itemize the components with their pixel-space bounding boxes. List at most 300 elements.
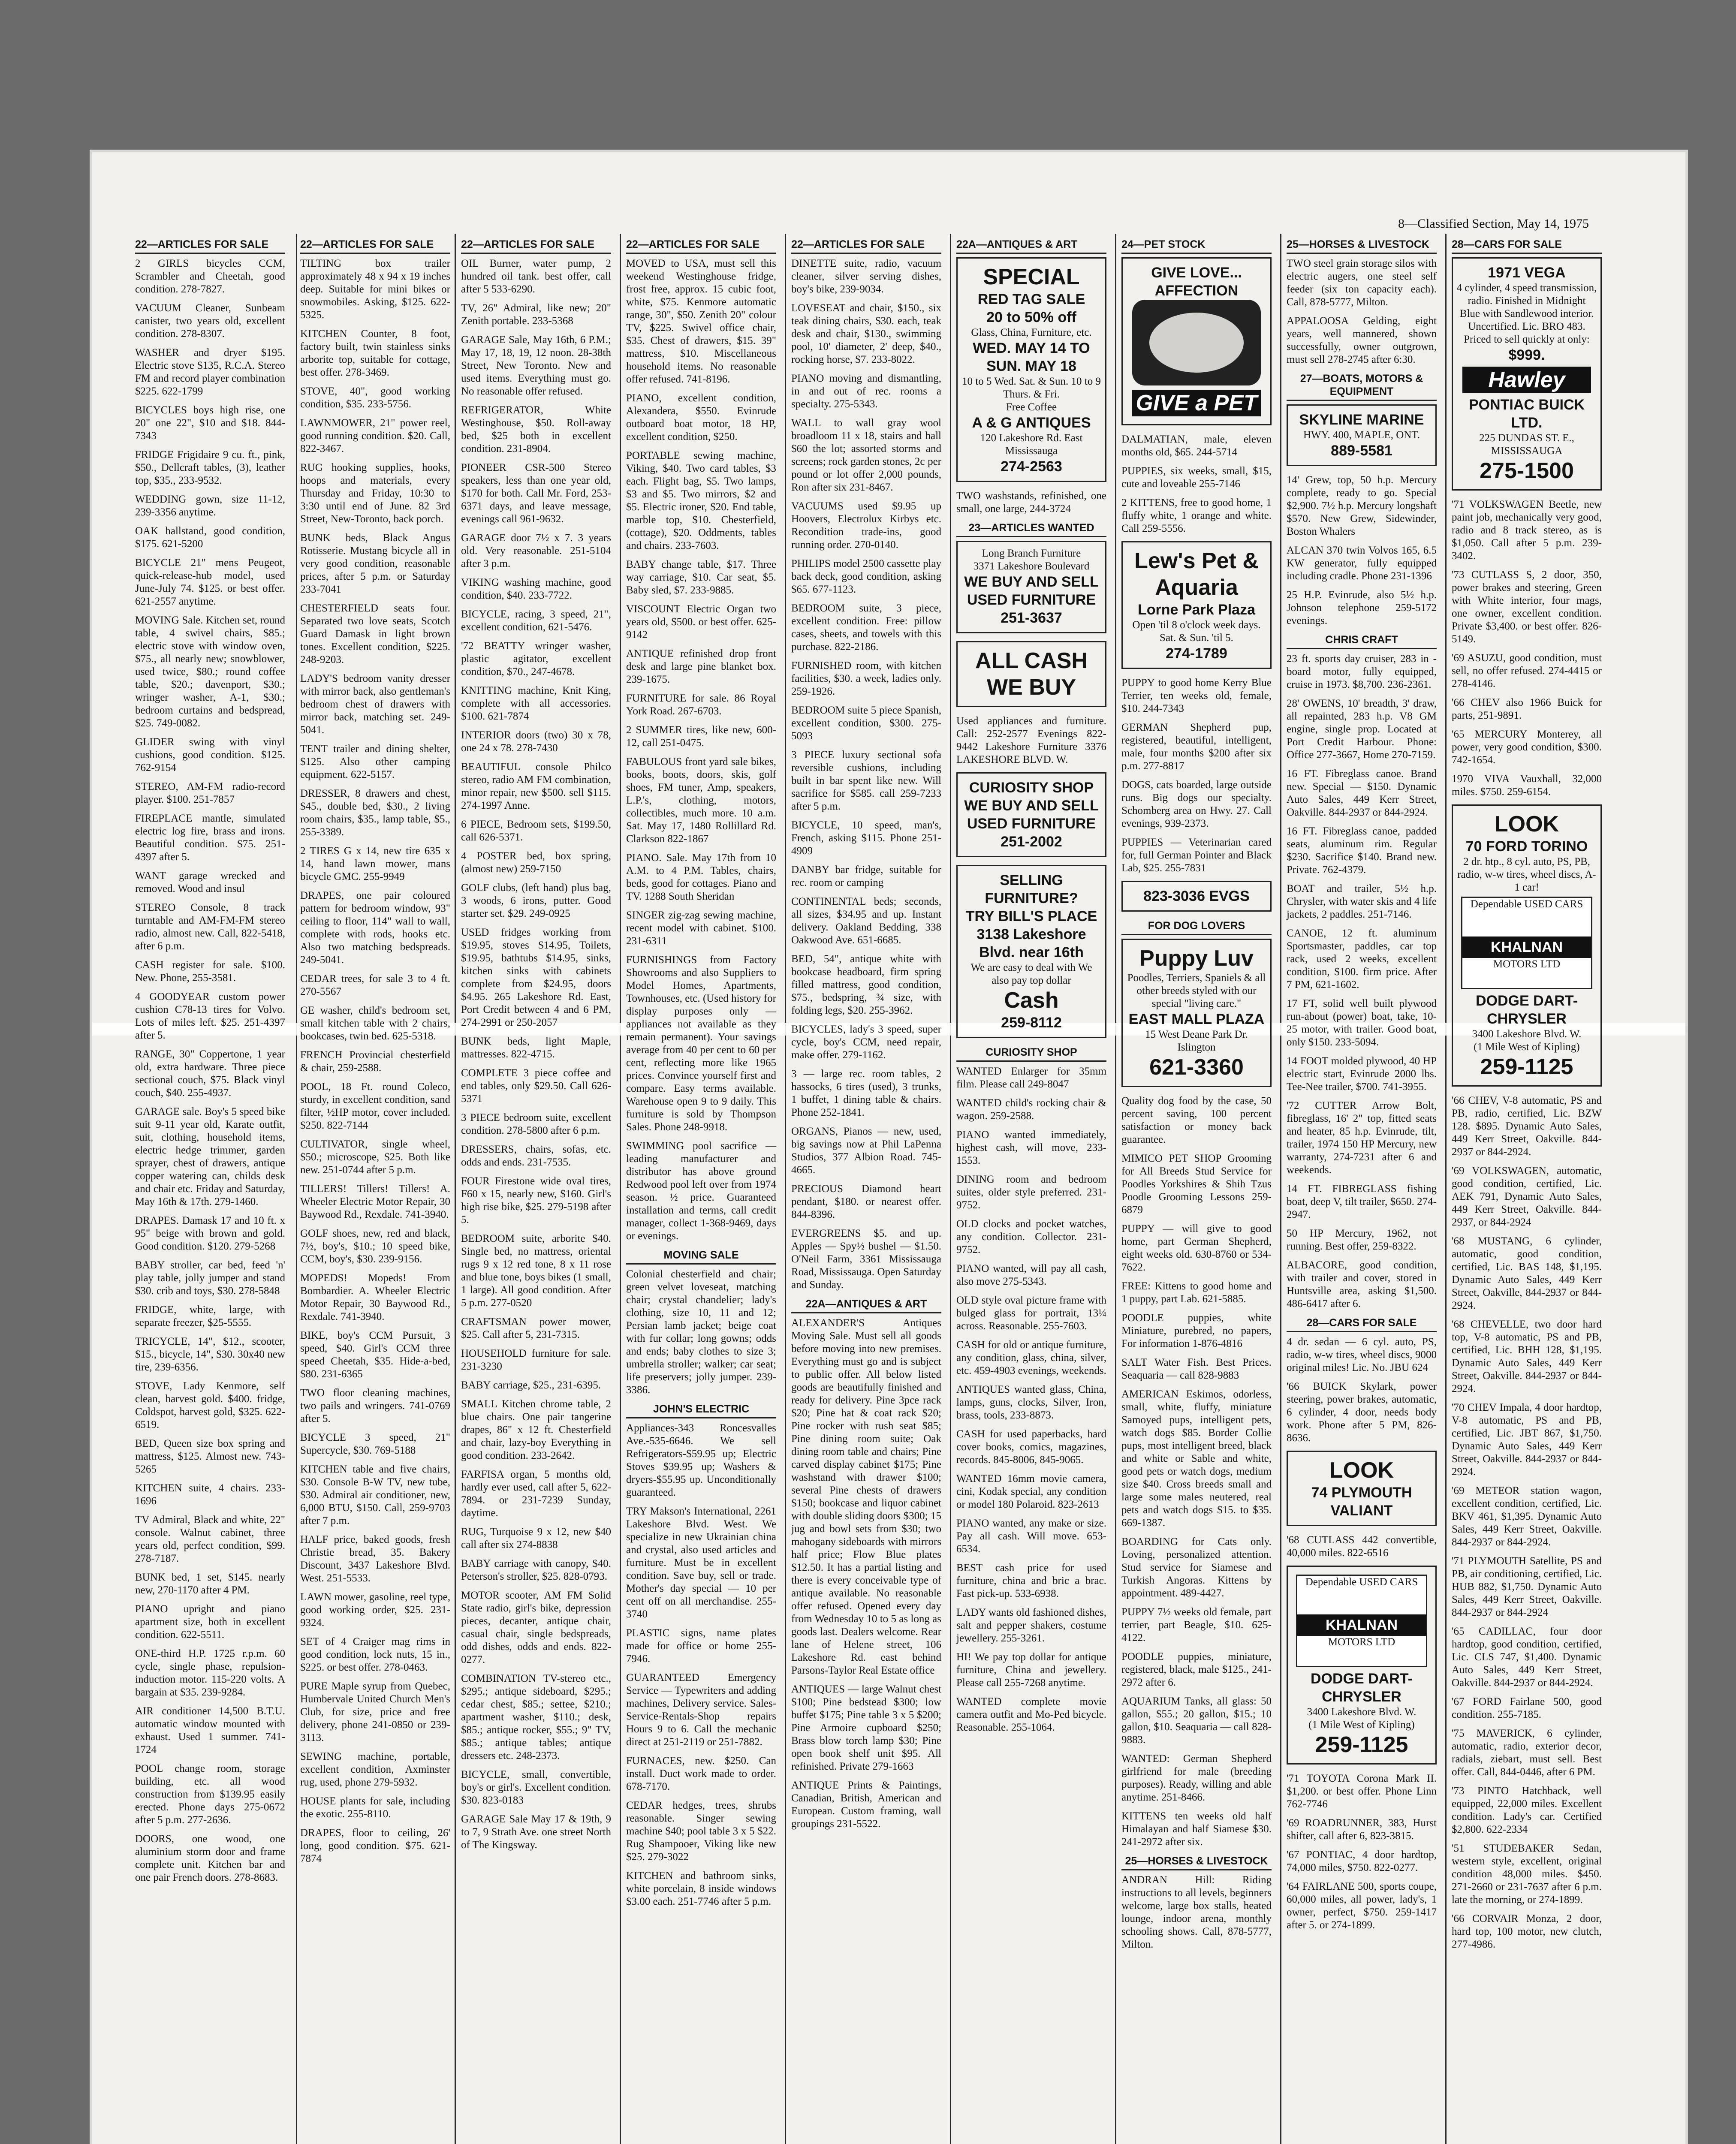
classified-ad: STOVE, 40", good working condition, $35. 233-5756. [300,385,450,410]
classified-ad: SALT Water Fish. Best Prices. Seaquaria — call 828-9883 [1121,1357,1272,1381]
classified-ad: SINGER zig-zag sewing machine, recent model with cabinet. $100. 231-6311 [626,909,776,947]
ad-line: RED TAG SALE [977,291,1085,307]
classified-ad: 14' Grew, top, 50 h.p. Mercury complete, ready to go. Special $2,900. 7½ h.p. Mercury longshaft $570. New Grew, Sidewinder, Boston Whalers [1287,474,1437,537]
classified-ad: CRAFTSMAN power mower, $25. Call after 5, 231-7315. [461,1316,611,1340]
classified-ad: BUNK beds, light Maple, mattresses. 822-4715. [461,1036,611,1060]
ad-location: EAST MALL PLAZA [1128,1011,1265,1027]
ad-phone: 251-3637 [1001,610,1062,626]
classified-ad: FRIDGE Frigidaire 9 cu. ft., pink, $50., Dellcraft tables, (3), leather top, $35., 233-9532. [135,449,285,486]
classified-ad: KITCHEN table and five chairs, $30. Console B-W TV, new tube, $30. Admiral air conditioner, new, 6,000 BTU, $150. Call, 259-9703 after 7 p.m. [300,1463,450,1527]
classified-ad: WALL to wall gray wool broadloom 11 x 18, stairs and hall $60 the lot; assorted storms and screens; rock garden stones, 2c per pound or lot offer 2,000 pounds, Ron after six 231-8467. [791,417,941,493]
ad-dealer: DODGE DART-CHRYSLER [1311,1671,1413,1705]
classified-ad: GARAGE Sale, May 16th, 6 P.M.; May 17, 18, 19, 12 noon. 28-38th Street, New Toronto. New and used items. Everything must go. No reasonable offer refused. [461,334,611,397]
classified-ad: DRESSERS, chairs, sofas, etc. odds and ends. 231-7535. [461,1144,611,1168]
ad-dates: WED. MAY 14 TO SUN. MAY 18 [973,340,1090,374]
classified-ad: '67 PONTIAC, 4 door hardtop, 74,000 miles, $750. 822-0277. [1287,1849,1437,1873]
classified-ad: '71 TOYOTA Corona Mark II. $1,200. or best offer. Phone Linn 762-7746 [1287,1773,1437,1810]
look-torino-ad [1452,804,1602,1087]
classified-ad: 16 FT. Fibreglass canoe, padded seats, aluminum rim. Regular $230. Sacrifice $140. Brand new. Private. 762-4379. [1287,825,1437,876]
ad-phone: 259-1125 [1315,1732,1408,1757]
classified-ad: RUG, Turquoise 9 x 12, new $40 call after six 274-8838 [461,1526,611,1551]
classified-ad: DANBY bar fridge, suitable for rec. room or camping [791,864,941,888]
classified-ad: 25 H.P. Evinrude, also 5½ h.p. Johnson telephone 259-5172 evenings. [1287,589,1437,626]
classified-ad: 3 — large rec. room tables, 2 hassocks, 6 tires (used), 3 trunks, 1 buffet, 1 dining table & chairs. Phone 252-1841. [791,1068,941,1118]
classified-ad: LAWNMOWER, 21" power reel, good running condition. $20. Call, 822-3467. [300,417,450,455]
ad-text: We are easy to deal with We also pay top dollar [970,962,1092,986]
classified-ad: WEDDING gown, size 11-12, 239-3356 anytime. [135,494,285,518]
classified-column [300,238,450,1871]
column-rule [785,234,786,2144]
ad-line: WE BUY [987,675,1076,700]
classified-ad: ALBACORE, good condition, with trailer and cover, stored in Huntsville area, asking $1,500. 486-6417 after 6. [1287,1259,1437,1310]
classified-ad: FABULOUS front yard sale bikes, books, boots, doors, skis, golf shoes, FM tuner, Amp, speakers, L.P.'s, clothing, motors, collectibles, much more. 10 a.m. Sat. May 17, 1480 Rollillard Rd. Clarkson 822-1867 [626,756,776,845]
ad-name: PONTIAC BUICK LTD. [1468,397,1585,431]
classified-ad: FRIDGE, white, large, with separate freezer, $25-5555. [135,1304,285,1328]
ad-model: 1971 VEGA [1488,265,1566,281]
ad-text: 2 dr. htp., 8 cyl. auto, PS, PB, radio, w-w tires, wheel discs, A-1 car! [1457,856,1596,893]
khalnan-name: KHALNAN [1462,936,1591,958]
classified-ad: DRAPES, one pair coloured pattern for bedroom window, 93" ceiling to floor, 114" wall to wall, complete with rods, hooks etc. Also two matching bedspreads. 249-5041. [300,890,450,966]
classified-ad: KITTENS ten weeks old half Himalayan and half Siamese $30. 241-2972 after six. [1121,1810,1272,1848]
classified-ad: BEDROOM suite, 3 piece, excellent condition. Free: pillow cases, sheets, and towels with this purchase. 822-2186. [791,602,941,653]
classified-ad: DOGS, cats boarded, large outside runs. Big dogs our specialty. Schomberg area on Hwy. 27. Call evenings, 939-2373. [1121,779,1272,829]
classified-ad: OIL Burner, water pump, 2 hundred oil tank. best offer, call after 5 533-6290. [461,258,611,295]
classified-ad: PIANO wanted immediately, highest cash, will move, 233-1553. [956,1129,1106,1166]
classified-ad: DINETTE suite, radio, vacuum cleaner, silver serving dishes, boy's bike, 239-9034. [791,258,941,295]
ad-text: WE BUY AND SELL USED FURNITURE [964,798,1099,832]
classified-ad: VIKING washing machine, good condition, $40. 233-7722. [461,577,611,601]
ad-hours: 10 to 5 Wed. Sat. & Sun. 10 to 9 Thurs. & Fri. [962,376,1101,400]
classified-ad: PIANO moving and dismantling, in and out of rec. rooms a specialty. 275-5343. [791,373,941,410]
classified-ad: 1970 VIVA Vauxhall, 32,000 miles. $750. 259-6154. [1452,773,1602,798]
ad-address: 3400 Lakeshore Blvd. W. [1472,1028,1582,1040]
classified-ad: STEREO, AM-FM radio-record player. $100. 251-7857 [135,781,285,805]
classified-ad: OAK hallstand, good condition, $175. 621-5200 [135,525,285,550]
classified-ad: GOLF shoes, new, red and black, 7½, boy's, $10.; 10 speed bike, CCM, boy's, $30. 239-9156. [300,1228,450,1265]
classified-ad: BIKE, boy's CCM Pursuit, 3 speed, $40. Girl's CCM three speed Cheetah, $35. Hide-a-bed, $80. 231-6365 [300,1330,450,1380]
classified-ad: WANT garage wrecked and removed. Wood and insul [135,870,285,894]
classified-ad: POOL change room, storage building, etc. all wood construction from $139.95 easily erected. Phone days 275-0672 after 5 p.m. 277-2636. [135,1763,285,1826]
ad-address: 3400 Lakeshore Blvd. W. [1307,1706,1417,1718]
classified-ad: WANTED complete movie camera outfit and Mo-Ped bicycle. Reasonable. 255-1064. [956,1696,1106,1733]
classified-ad: LADY wants old fashioned dishes, salt and pepper shakers, costume jewellery. 255-3261. [956,1607,1106,1644]
classified-ad: DALMATIAN, male, eleven months old, $65. 244-5714 [1121,434,1272,458]
classified-ad: 6 PIECE, Bedroom sets, $199.50, call 626-5371. [461,819,611,843]
ad-title: Lew's Pet & Aquaria [1134,548,1259,600]
khalnan-motors-ad [1287,1566,1437,1765]
section-heading: FOR DOG LOVERS [1121,919,1272,935]
classified-ad: PIANO wanted, any make or size. Pay all cash. Will move. 653-6534. [956,1518,1106,1555]
classified-ad: BEST cash price for used furniture, china and bric a brac. Fast pick-up. 533-6938. [956,1562,1106,1599]
long-branch-ad [956,541,1106,633]
classified-ad: '66 CORVAIR Monza, 2 door, hard top, 100 motor, new clutch, 277-4986. [1452,1913,1602,1950]
classified-ad: STEREO Console, 8 track turntable and AM-FM-FM stereo radio, almost new. Call, 822-5418, after 6 p.m. [135,902,285,952]
classified-ad: PIANO. Sale. May 17th from 10 A.M. to 4 P.M. Tables, chairs, beds, good for cottages. Piano and TV. 1288 South Sheridan [626,852,776,902]
ad-text: 4 cylinder, 4 speed transmission, radio. Finished in Midnight Blue with Sandlewood interior. Uncertified. Lic. BRO 483. Priced to sell quickly at only: [1456,282,1597,345]
ad-name: A & G ANTIQUES [972,415,1091,431]
classified-ad: CASH register for sale. $100. New. Phone, 255-3581. [135,959,285,984]
classified-ad: BABY stroller, car bed, feed 'n' play table, jolly jumper and stand $30. crib and toys, $30. 278-5848 [135,1259,285,1297]
classified-ad: CASH for old or antique furniture, any condition, glass, china, silver, etc. 459-4903 evenings, weekends. [956,1339,1106,1376]
classified-ad: '73 PINTO Hatchback, well equipped, 22,000 miles. Excellent condition. Lady's car. Certified $2,800. 622-2334 [1452,1785,1602,1835]
classified-ad: DINING room and bedroom suites, older style preferred. 231-9752. [956,1174,1106,1211]
ad-note: (1 Mile West of Kipling) [1308,1719,1415,1731]
section-heading: CHRIS CRAFT [1287,633,1437,649]
section-heading: 28—CARS FOR SALE [1287,1316,1437,1332]
classified-ad: TRY Makson's International, 2261 Lakeshore Blvd. West. We specialize in new Ukrainian china and crystal, also used articles and furniture. Must be in excellent condition. Save buy, sell or trade. Mother's day special — 10 per cent off on all merchandise. 255-3740 [626,1506,776,1620]
ad-address: 3138 Lakeshore Blvd. near 16th [976,926,1086,961]
column-rule [1280,234,1281,2144]
ad-hours: Open 'til 8 o'clock week days. Sat. & Sun. 'til 5. [1132,619,1261,644]
classified-ad: TILLERS! Tillers! Tillers! A. Wheeler Electric Motor Repair, 30 Baywood Rd., Rexdale. 741-3940. [300,1183,450,1220]
column-heading: 22—ARTICLES FOR SALE [626,238,776,254]
classified-ad: FRENCH Provincial chesterfield & chair, 259-2588. [300,1049,450,1074]
classified-ad: BED, Queen size box spring and mattress, $125. Almost new. 743-5265 [135,1438,285,1475]
classified-ad: MOVING Sale. Kitchen set, round table, 4 swivel chairs, $85.; electric stove with window oven, $75., all nearly new; snowblower, used twice, $80.; round coffee table, $20.; davenport, $30.; wringer washer, A-1, $30.; bedroom curtains and bedspread, $25. 749-0082. [135,614,285,729]
classified-ad: 16 FT. Fibreglass canoe. Brand new. Special — $150. Dynamic Auto Sales, 449 Kerr Street, Oakville. 844-2937 or 844-2924. [1287,768,1437,818]
khalnan-logo [1296,1575,1427,1667]
classified-ad: GUARANTEED Emergency Service — Typewriters and adding machines, Delivery service. Sales-Service-Rentals-Shop repairs Hours 9 to 6. Call the mechanic direct at 251-2119 or 251-7882. [626,1672,776,1748]
classified-ad: PURE Maple syrup from Quebec, Humbervale United Church Men's Club, for size, price and free delivery, phone 241-0850 or 239-3113. [300,1680,450,1744]
ad-price: $999. [1508,347,1545,363]
classified-ad: HOUSE plants for sale, including the exotic. 255-8110. [300,1795,450,1820]
classified-ad: '68 MUSTANG, 6 cylinder, automatic, good condition, certified, Lic. BAS 148, $1,195. Dynamic Auto Sales, 449 Kerr Street, Oakville, 844-2937 or 844-2924. [1452,1235,1602,1311]
classified-ad: ONE-third H.P. 1725 r.p.m. 60 cycle, single phase, repulsion-induction motor. 115-220 volts. A bargain at $35. 239-9284. [135,1648,285,1698]
ad-phone: 889-5581 [1331,443,1392,459]
classified-ad: 2 GIRLS bicycles CCM, Scrambler and Cheetah, good condition. 278-7827. [135,258,285,295]
classified-ad: WANTED Enlarger for 35mm film. Please call 249-8047 [956,1066,1106,1090]
ad-name: TRY BILL'S PLACE [965,908,1097,924]
classified-ad: KITCHEN suite, 4 chairs. 233-1696 [135,1482,285,1507]
classified-ad: OLD style oval picture frame with bulged glass for portrait, 13¼ across. Reasonable. 255-7603. [956,1295,1106,1332]
classified-ad: '71 PLYMOUTH Satellite, PS and PB, air conditioning, certified, Lic. HUB 882, $1,750. Dynamic Auto Sales, 449 Kerr Street, Oakville. 844-2937 or 844-2924 [1452,1555,1602,1618]
classified-ad: '68 CHEVELLE, two door hard top, V-8 automatic, PS and PB, certified, Lic. BHH 128, $1,195. Dynamic Auto Sales, 449 Kerr Street, Oakville. 844-2937 or 844-2924. [1452,1319,1602,1394]
classified-ad: FURNACES, new. $250. Can install. Duct work made to order. 678-7170. [626,1755,776,1792]
ad-line: ALL CASH [975,648,1088,673]
classified-ad: 2 KITTENS, free to good home, 1 fluffy white, 1 orange and white. Call 259-5556. [1121,497,1272,534]
classified-ad: PUPPY — will give to good home, part German Shepherd, eight weeks old. 630-8760 or 534-7622. [1121,1223,1272,1273]
classified-ad: GOLF clubs, (left hand) plus bag, 3 woods, 6 irons, putter. Good starter set. $29. 249-0925 [461,882,611,919]
classified-ad: FIREPLACE mantle, simulated electric log fire, brass and irons. Beautiful condition. $75. 251-4397 after 5. [135,813,285,863]
classified-ad: FURNISHINGS from Factory Showrooms and also Suppliers to Model Homes, Apartments, Townhouses, etc. (Used history for display purposes only — appliances not available as they remain permanent). Your savings average from 40 per cent to 60 per cent, reflecting more like 1965 prices. Convince yourself first and compare. Easy terms available. Warehouse open 9 to 9 daily. This furniture is sold by Thompson Sales. Phone 248-9918. [626,954,776,1133]
classified-ad: PIANO wanted, will pay all cash, also move 275-5343. [956,1263,1106,1287]
classified-column [956,238,1106,1740]
classified-ad: '65 CADILLAC, four door hardtop, good condition, certified, Lic. CLS 747, $1,400. Dynamic Auto Sales, 449 Kerr Street, Oakville. 844-2937 or 844-2924. [1452,1626,1602,1689]
classified-ad: BICYCLE, racing, 3 speed, 21", excellent condition, 621-5476. [461,608,611,633]
ad-title: SELLING FURNITURE? [985,872,1078,906]
ad-title: SPECIAL [983,265,1080,289]
dog-lovers-phone [1121,881,1272,912]
classified-ad: BED, 54", antique white with bookcase headboard, firm spring filled mattress, good condition, $75., bedspring, ¾ size, with folding legs, $20. 255-3962. [791,953,941,1016]
ad-look: LOOK [1494,812,1559,837]
classified-ad: BEAUTIFUL console Philco stereo, radio AM FM combination, minor repair, new $500. sell $115. 274-1997 Anne. [461,761,611,811]
classified-ad: CHESTERFIELD seats four. Separated two love seats, Scotch Guard Damask in light brown tones. Excellent condition, $225. 248-9203. [300,602,450,665]
ad-phone: 823-3036 EVGS [1143,888,1250,904]
classified-ad: REFRIGERATOR, White Westinghouse, $50. Roll-away bed, $25 both in excellent condition. 231-8904. [461,404,611,455]
section-heading: JOHN'S ELECTRIC [626,1403,776,1418]
ad-text: Poodles, Terriers, Spaniels & all other breeds styled with our special "living care." [1127,972,1266,1009]
skyline-marine-ad [1287,404,1437,466]
classified-ad: PUPPY 7½ weeks old female, part terrier, part Beagle, $10. 625-4122. [1121,1606,1272,1644]
classified-ad: DRESSER, 8 drawers and chest, $45., double bed, $30., 2 living room chairs, $35., lamp table, $5., 255-3389. [300,788,450,838]
ad-text: Glass, China, Furniture, etc. [971,327,1092,338]
classified-column [1121,238,1272,1957]
classified-ad: FREE: Kittens to good home and 1 puppy, part Lab. 621-5885. [1121,1280,1272,1305]
section-heading: 27—BOATS, MOTORS & EQUIPMENT [1287,372,1437,401]
classified-ad: Colonial chesterfield and chair; green velvet loveseat, matching chair; crystal chandelier; lady's clothing, size 10, 11 and 12; Persian lamb jacket; beige coat with fur collar; long gowns; odds and ends; baby clothes to size 3; umbrella stroller; walker; car seat; life preservers; jolly jumper. 239-3386. [626,1268,776,1396]
classified-ad: BICYCLE 3 speed, 21" Supercycle, $30. 769-5188 [300,1432,450,1456]
classified-ad: PIONEER CSR-500 Stereo speakers, less than one year old, $170 for both. Call Mr. Ford, 253-6371 days, and leave message, evenings call 961-9632. [461,462,611,525]
classified-ad: SWIMMING pool sacrifice — leading manufacturer and distributor has above ground Redwood pool left over from 1974 season. ½ price. Guaranteed installation and terms, call credit manager, collect 1-368-9469, days or evenings. [626,1140,776,1242]
classified-column [626,238,776,1914]
classified-ad: HOUSEHOLD furniture for sale. 231-3230 [461,1348,611,1372]
ad-title: Puppy Luv [1139,946,1254,971]
classified-ad: '72 CUTTER Arrow Bolt, fibreglass, 16' 2" top, fitted seats and heater, 85 h.p. Evinrude, tilt, trailer, 1974 150 HP Mercury, new warranty, 274-7231 after 6 and weekends. [1287,1100,1437,1176]
bills-place-ad [956,865,1106,1038]
classified-ad: CONTINENTAL beds; seconds, all sizes, $34.95 and up. Instant delivery. Oakland Bedding, 338 Oakwood Ave. 651-6685. [791,896,941,946]
classified-ad: 4 GOODYEAR custom power cushion C78-13 tires for Volvo. Lots of miles left. $25. 251-4397 after 5. [135,991,285,1041]
column-rule [620,234,621,2144]
classified-ad: DOORS, one wood, one aluminium storm door and frame complete unit. Kitchen bar and one pair French doors. 278-8683. [135,1833,285,1883]
classified-ad: RANGE, 30" Coppertone, 1 year old, extra hardware. Three piece sectional couch, $75. Black vinyl couch, $40. 255-4937. [135,1048,285,1099]
classified-ad: PRECIOUS Diamond heart pendant, $180. or nearest offer. 844-8396. [791,1183,941,1220]
classified-ad: '66 CHEV also 1966 Buick for parts, 251-9891. [1452,697,1602,721]
classified-ad: SMALL Kitchen chrome table, 2 blue chairs. One pair tangerine drapes, 86" x 12 ft. Chesterfield and chair, lazy-boy Everything in good condition. 233-2642. [461,1398,611,1461]
classified-ad: 14 FOOT molded plywood, 40 HP electric start, Evinrude 2000 lbs. Tee-Nee trailer, $700. 741-3955. [1287,1055,1437,1093]
classified-ad: 17 FT, solid well built plywood run-about (power) boat, take, 10-25 motor, with trailer. Good boat, only $150. 233-5094. [1287,998,1437,1048]
classified-ad: GARAGE door 7½ x 7. 3 years old. Very reasonable. 251-5104 after 3 p.m. [461,532,611,569]
classified-ad: WANTED child's rocking chair & wagon. 259-2588. [956,1097,1106,1122]
classified-ad: BICYCLES, lady's 3 speed, super cycle, boy's CCM, need repair, make offer. 279-1162. [791,1024,941,1061]
classified-ad: FURNISHED room, with kitchen facilities, $30. a week, ladies only. 259-1926. [791,660,941,697]
classified-ad: 28' OWENS, 10' breadth, 3' draw, all repainted, 283 h.p. V8 GM engine, single prop. Located at Port Credit Harbour. Phone: Office 277-3667, Home 270-7159. [1287,698,1437,761]
classified-ad: PIANO upright and piano apartment size, both in excellent condition. 622-5511. [135,1603,285,1641]
ad-line: 20 to 50% off [986,309,1076,325]
section-heading: 25—HORSES & LIVESTOCK [1121,1855,1272,1870]
classified-ad: DRAPES, floor to ceiling, 26' long, good condition. $75. 621-7874 [300,1827,450,1864]
section-heading: MOVING SALE [626,1249,776,1265]
classified-ad: BOAT and trailer, 5½ h.p. Chrysler, with water skis and 4 life jackets, 2 paddles. 251-7146. [1287,883,1437,920]
classified-ad: VACUUM Cleaner, Sunbeam canister, two years old, excellent condition. 278-8307. [135,302,285,340]
ad-sub: MOTORS LTD [1493,958,1561,970]
classified-ad: ALCAN 370 twin Volvos 165, 6.5 KW generator, fully equipped including cradle. Phone 231-1396 [1287,545,1437,582]
classified-ad: TRICYCLE, 14", $12., scooter, $15., bicycle, 14", $30. 30x40 new tire, 239-6356. [135,1336,285,1373]
classified-ad: APPALOOSA Gelding, eight years, well mannered, shown successfully, owner outgrown, must sell 278-2745 after 6:30. [1287,315,1437,365]
ad-sub: MOTORS LTD [1328,1636,1395,1648]
classified-ad: WASHER and dryer $195. Electric stove $135, R.C.A. Stereo FM and record player combination $225. 622-1799 [135,347,285,397]
classified-ad: PUPPIES, six weeks, small, $15, cute and loveable 255-7146 [1121,465,1272,490]
classified-ad: CEDAR trees, for sale 3 to 4 ft. 270-5567 [300,973,450,997]
section-heading: 23—ARTICLES WANTED [956,521,1106,537]
classified-ad: BEDROOM suite 5 piece Spanish, excellent condition, $300. 275-5093 [791,705,941,742]
ad-model: 70 FORD TORINO [1465,838,1588,855]
classified-ad: USED fridges working from $19.95, stoves $14.95, Toilets, $19.95, bathtubs $14.95, sinks, kitchen sinks with cabinets complete from $24.95, doors $4.95. 265 Lakeshore Rd. East, Port Credit between 4 and 6 PM, 274-2991 or 250-2057 [461,927,611,1028]
classified-ad: RUG hooking supplies, hooks, hoops and materials, every Thursday and Friday, 10:30 to 3:30 until end of June. 82 3rd Street, New-Toronto, back porch. [300,462,450,525]
column-heading: 24—PET STOCK [1121,238,1272,254]
classified-ad: BICYCLES boys high rise, one 20" one 22", $10 and $18. 844-7343 [135,404,285,442]
classified-ad: MOTOR scooter, AM FM Solid State radio, girl's bike, depression pieces, decanter, antique chair, casual chair, single bedspreads, odd dishes, odds and ends. 822-0277. [461,1590,611,1665]
classified-ad: Quality dog food by the case, 50 percent saving, 100 percent satisfaction or money back guarantee. [1121,1095,1272,1145]
classified-ad: COMBINATION TV-stereo etc., $295.; antique sideboard, $295.; cedar chest, $85.; settee, $210.; apartment washer, $110.; desk, $85.; antique rocker, $55.; 9" TV, $85.; antique tables; antique dressers etc. 248-2373. [461,1673,611,1762]
ad-name: SKYLINE MARINE [1299,412,1424,428]
classified-ad: FURNITURE for sale. 86 Royal York Road. 267-6703. [626,693,776,717]
column-rule [1115,234,1116,2144]
column-rule [1445,234,1447,2144]
classified-ad: GE washer, child's bedroom set, small kitchen table with 2 chairs, bookcases, twin bed. 625-5318. [300,1005,450,1042]
classified-column [461,238,611,1858]
hawley-logo: Hawley [1462,367,1591,393]
ad-dealer: DODGE DART-CHRYSLER [1476,993,1578,1027]
classified-ad: MOPEDS! Mopeds! From Bombardier. A. Wheeler Electric Motor Repair, 30 Baywood Rd., Rexdale. 741-3940. [300,1272,450,1322]
column-rule [950,234,951,2144]
column-heading: 22—ARTICLES FOR SALE [461,238,611,254]
classified-ad: 23 ft. sports day cruiser, 283 in - board motor, fully equipped, cruise in 1973. $8,700. 236-2361. [1287,653,1437,690]
classified-ad: Used appliances and furniture. Call: 252-2577 Evenings 822-9442 Lakeshore Furniture 3376 LAKESHORE BLVD. W. [956,715,1106,765]
ad-model: 74 PLYMOUTH VALIANT [1311,1485,1412,1519]
classified-ad: EVERGREENS $5. and up. Apples — Spy½ bushel — $1.50. O'Neil Farm, 3361 Mississauga Road, Mississauga. Open Saturday and Sunday. [791,1228,941,1291]
classified-ad: TWO steel grain storage silos with electric augers, one steel self feeder (six ton capacity each). Call, 878-5777, Milton. [1287,258,1437,308]
classified-ad: ANTIQUES wanted glass, China, lamps, guns, clocks, Silver, Iron, brass, tools, 233-8873. [956,1384,1106,1421]
classified-ad: '66 BUICK Skylark, power steering, power brakes, automatic, 6 cylinder, 4 door, needs body work. Phone after 5 PM, 826-8636. [1287,1381,1437,1444]
classified-ad: FOUR Firestone wide oval tires, F60 x 15, nearly new, $160. Girl's high rise bike, $25. 279-5198 after 5. [461,1175,611,1226]
classified-ad: KITCHEN and bathroom sinks, white porcelain, 8 inside windows $3.00 each. 251-7746 after 5 p.m. [626,1870,776,1907]
ad-address: 225 DUNDAS ST. E., MISSISSAUGA [1479,432,1574,457]
classified-ad: VISCOUNT Electric Organ two years old, $500. or best offer. 625-9142 [626,603,776,641]
classified-ad: PHILIPS model 2500 cassette play back deck, good condition, asking $65. 677-1123. [791,558,941,595]
classified-column [1452,238,1602,1957]
ad-look: LOOK [1329,1458,1394,1483]
classified-ad: '65 MERCURY Monterey, all power, very good condition, $300. 742-1654. [1452,729,1602,766]
classified-ad: PUPPIES — Veterinarian cared for, full German Pointer and Black Lab, $25. 255-7831 [1121,837,1272,874]
classified-ad: WANTED: German Shepherd girlfriend for male (breeding purposes). Ready, willing and able anytime. 251-8466. [1121,1753,1272,1803]
classified-ad: ALEXANDER'S Antiques Moving Sale. Must sell all goods before moving into new premises. Everything must go and is subject to public offer. All below listed goods are beautifully finished and ready for delivery. Pine 3pce rack $20; Pine hat & coat rack $20; Pine rocker with rush seat $85; Pine dining room suite; Oak dining room table and chairs; Pine carved display cabinet $175; Pine washstand with drawer $100; several Pine chests of drawers $150; bookcase and liquor cabinet with double sliding doors $300; 15 jug and bowl sets from $30; two mahogany sideboards with mirrors half price; Flow Blue plates $12.50. It has a partial listing and there is every conceivable type of antique available. No reasonable offer refused. Opened every day from Wednesday 10 to 5 as long as goods last. Dealers welcome. Rear lane of Helene street, 106 Lakeshore Rd. east behind Parsons-Taylor Real Estate office [791,1317,941,1676]
page-header: 8—Classified Section, May 14, 1975 [1398,217,1589,231]
classified-ad: '73 CUTLASS S, 2 door, 350, power brakes and steering, Green with White interior, four mags, one owner, excellent condition. Private $3,400. or best offer. 826-5149. [1452,569,1602,645]
classified-ad: HALF price, baked goods, fresh Christie bread, 35. Bakery Discount, 3437 Lakeshore Blvd. West. 251-5533. [300,1534,450,1584]
classified-ad: AQUARIUM Tanks, all glass: 50 gallon, $55.; 20 gallon, $15.; 10 gallon, $10. Seaquaria — call 828-9883. [1121,1695,1272,1746]
classified-ad: '68 CUTLASS 442 convertible, 40,000 miles. 822-6516 [1287,1534,1437,1559]
classified-ad: BUNK bed, 1 set, $145. nearly new, 270-1170 after 4 PM. [135,1572,285,1596]
classified-ad: GARAGE Sale May 17 & 19th, 9 to 7, 9 Strath Ave. one street North of The Kingsway. [461,1813,611,1851]
classified-ad: '64 FAIRLANE 500, sports coupe, 60,000 miles, all power, lady's, 1 owner, perfect, $750. 259-1417 after 5. or 274-1899. [1287,1881,1437,1931]
classified-ad: Appliances-343 Roncesvalles Ave.-535-6646. We sell Refrigerators-$59.95 up; Electric Stoves $39.95 up; Washers & dryers-$55.95 up. Unconditionally guaranteed. [626,1422,776,1498]
classified-ad: '75 MAVERICK, 6 cylinder, automatic, radio, exterior decor, radials, ziebart, must sell. Best offer. Call, 844-0446, after 6 PM. [1452,1728,1602,1778]
column-heading: 22—ARTICLES FOR SALE [300,238,450,254]
classified-ad: KNITTING machine, Knit King, complete with all accessories. $100. 621-7874 [461,685,611,722]
classified-ad: TWO floor cleaning machines, two pails and wringers. 741-0769 after 5. [300,1387,450,1424]
classified-ad: BOARDING for Cats only. Loving, personalized attention. Stud service for Siamese and Turkish Angoras. Kittens by appointment. 489-4427. [1121,1536,1272,1599]
classified-ad: FARFISA organ, 5 months old, hardly ever used, call after 5, 622-7894. or 231-7239 Sunday, daytime. [461,1469,611,1519]
classified-ad: SEWING machine, portable, excellent condition, Axminster rug, used, phone 279-5932. [300,1751,450,1788]
classified-ad: '69 METEOR station wagon, excellent condition, certified, Lic. BKV 461, $1,395. Dynamic Auto Sales, 449 Kerr Street, Oakville. 844-2937 or 844-2924. [1452,1485,1602,1548]
classified-ad: 14 FT. FIBREGLASS fishing boat, deep V, tilt trailer, $650. 274-2947. [1287,1183,1437,1220]
classified-ad: BABY carriage with canopy, $40. Peterson's stroller, $25. 828-0793. [461,1558,611,1582]
ad-phone: 275-1500 [1480,458,1574,483]
classified-ad: '72 BEATTY wringer washer, plastic agitator, excellent condition, $70., 247-4678. [461,640,611,678]
column-heading: 22—ARTICLES FOR SALE [791,238,941,254]
give-a-pet-logo: GIVE a PET [1132,390,1261,416]
classified-ad: 2 SUMMER tires, like new, 600-12, call 251-0475. [626,724,776,749]
ad-tag: Dependable USED CARS [1470,898,1583,910]
classified-ad: INTERIOR doors (two) 30 x 78, one 24 x 78. 278-7430 [461,729,611,754]
ad-phone: 274-2563 [1001,458,1062,475]
classified-ad: PLASTIC signs, name plates made for office or home 255-7946. [626,1627,776,1665]
column-rule [296,234,297,2144]
classified-ad: TV Admiral, Black and white, 22" console. Walnut cabinet, three years old, perfect condition, $99. 278-7187. [135,1514,285,1564]
khalnan-name: KHALNAN [1297,1614,1426,1636]
classified-ad: '69 ASUZU, good condition, must sell, no offer refused. 274-4415 or 278-4146. [1452,652,1602,690]
classified-ad: 4 POSTER bed, box spring, (almost new) 259-7150 [461,850,611,875]
classified-ad: '67 FORD Fairlane 500, good condition. 255-7185. [1452,1696,1602,1720]
ad-phone: 274-1789 [1166,645,1227,662]
classified-ad: CANOE, 12 ft. aluminum Sportsmaster, paddles, car top rack, used 2 weeks, excellent condition, $100. firm price. After 7 PM, 621-1602. [1287,927,1437,991]
section-heading: CURIOSITY SHOP [956,1046,1106,1062]
classified-ad: VACUUMS used $9.95 up Hoovers, Electrolux Kirbys etc. Recondition trade-ins, good running order. 270-0140. [791,500,941,551]
classified-ad: '70 CHEV Impala, 4 door hardtop, V-8 automatic, PS and PB, certified, Lic. JBT 867, $1,750. Dynamic Auto Sales, 449 Kerr Street, Oakville. 844-2937 or 844-2924. [1452,1402,1602,1478]
ad-phone: 621-3360 [1149,1055,1244,1080]
all-cash-ad [956,641,1106,707]
column-heading: 28—CARS FOR SALE [1452,238,1602,254]
classified-ad: LOVESEAT and chair, $150., six teak dining chairs, $30. each, teak desk and chair, $130., swimming pool, 10' diameter, 2' deep, $40., rocking horse, $7. 233-8022. [791,302,941,365]
classified-ad: 3 PIECE bedroom suite, excellent condition. 278-5800 after 6 p.m. [461,1112,611,1136]
classified-ad: MOVED to USA, must sell this weekend Westinghouse fridge, frost free, approx. 15 cubic foot, white, $75. Kenmore automatic range, 30", $50. Zenith 20" colour TV, $225. Swivel office chair, $35. Chest of drawers, $15. 39" mattress, $10. Miscellaneous household items. No reasonable offer refused. 741-8196. [626,258,776,385]
ad-tag: Dependable USED CARS [1305,1576,1418,1588]
classified-ad: TV, 26" Admiral, like new; 20" Zenith portable. 233-5368 [461,302,611,327]
classified-ad: 4 dr. sedan — 6 cyl. auto, PS, radio, w-w tires, wheel discs, 9000 original miles! Lic. No. JBU 624 [1287,1336,1437,1373]
classified-ad: PORTABLE sewing machine, Viking, $40. Two card tables, $3 each. Flight bag, $5. Two lamps, $3 and $5. Two mirrors, $2 and $5. Electric ironer, $20. End table, marble top, $10. Chesterfield, (cottage), $20. Oddments, tables and chairs. 233-7603. [626,450,776,551]
ad-address: 120 Lakeshore Rd. East Mississauga [980,432,1083,457]
ad-title: CURIOSITY SHOP [969,780,1094,796]
ad-phone: 259-8112 [1001,1015,1062,1031]
classified-ad: POODLE puppies, white Miniature, purebred, no papers, For information 1-876-4816 [1121,1312,1272,1349]
classified-ad: MIMICO PET SHOP Grooming for All Breeds Stud Service for Poodles Yorkshires & Shih Tzus Poodle Grooming Lessons 259-6879 [1121,1153,1272,1216]
classified-ad: BICYCLE, small, convertible, boy's or girl's. Excellent condition. $30. 823-0183 [461,1769,611,1806]
red-tag-sale-ad [956,257,1106,482]
classified-ad: LAWN mower, gasoline, reel type, good working order, $25. 231-9324. [300,1591,450,1629]
classified-column [791,238,941,1837]
classified-ad: STOVE, Lady Kenmore, self clean, harvest gold. $400. fridge, Coldspot, harvest gold, $325. 622-6519. [135,1380,285,1430]
ad-phone: 259-1125 [1480,1054,1573,1079]
classified-ad: COMPLETE 3 piece coffee and end tables, only $29.50. Call 626-5371 [461,1067,611,1105]
curiosity-shop-ad [956,772,1106,857]
classified-ad: BEDROOM suite, arborite $40. Single bed, no mattress, oriental rugs 9 x 12 red tone, 8 x 11 rose and blue tone, boys bikes (1 small, 1 large). All good condition. After 5 p.m. 277-0520 [461,1233,611,1309]
classified-ad: '66 CHEV, V-8 automatic, PS and PB, radio, certified, Lic. BZW 128. $895. Dynamic Auto Sales, 449 Kerr Street, Oakville. 844-2937 or 844-2924. [1452,1095,1602,1158]
classified-ad: HI! We pay top dollar for antique furniture, China and jewellery. Please call 255-7268 anytime. [956,1651,1106,1689]
ad-text: Free Coffee [1006,401,1057,413]
classified-ad: CASH for used paperbacks, hard cover books, comics, magazines, records. 845-8006, 845-9065. [956,1428,1106,1466]
classified-ad: GARAGE sale. Boy's 5 speed bike suit 9-11 year old, Karate outfit, suit, clothing, household items, electric hedge trimmer, garden sprayer, chest of drawers, antique copper watering can, childs desk and chair etc. Friday and Saturday, May 16th & 17th. 279-1460. [135,1106,285,1208]
ad-address: Lorne Park Plaza [1137,602,1255,618]
classified-column [1287,238,1437,1938]
give-a-pet-ad [1121,257,1272,425]
column-heading: 25—HORSES & LIVESTOCK [1287,238,1437,254]
puppy-luv-ad [1121,939,1272,1087]
ad-address: 15 West Deane Park Dr. Islington [1145,1029,1248,1053]
lews-pet-ad [1121,541,1272,669]
classified-ad: TENT trailer and dining shelter, $125. Also other camping equipment. 622-5157. [300,743,450,780]
classified-ad: POODLE puppies, miniature, registered, black, male $125., 241-2972 after 6. [1121,1651,1272,1688]
ad-tagline: GIVE LOVE... AFFECTION [1151,265,1242,299]
classified-ad: PIANO, excellent condition, Alexandera, $550. Evinrude outboard boat motor, 18 HP, excellent condition, $250. [626,392,776,443]
classified-ad: WANTED 16mm movie camera, cini, Kodak special, any condition or model 180 Polaroid. 823-2613 [956,1473,1106,1510]
classified-ad: ORGANS, Pianos — new, used, big savings now at Phil LaPenna Studios, 377 Albion Road. 745-4665. [791,1126,941,1176]
classified-ad: CEDAR hedges, trees, shrubs reasonable. Singer sewing machine $40; pool table 3 x 5 $22. Rug Shampooer, Viking like new $25. 279-3022 [626,1800,776,1863]
classified-ad: '69 VOLKSWAGEN, automatic, good condition, certified, Lic. AEK 791, Dynamic Auto Sales, 449 Kerr Street, Oakville. 844-2937, or 844-2924 [1452,1165,1602,1228]
column-heading: 22—ARTICLES FOR SALE [135,238,285,254]
classified-ad: ANDRAN Hill: Riding instructions to all levels, beginners welcome, large box stalls, heated lounge, indoor arena, monthly schooling shows. Call, 878-5777, Milton. [1121,1874,1272,1950]
classified-ad: BICYCLE, 10 speed, man's, French, asking $115. Phone 251-4909 [791,819,941,857]
classified-ad: POOL, 18 Ft. round Coleco, sturdy, in excellent condition, sand filter, ½HP motor, cover included. $250. 822-7144 [300,1081,450,1131]
